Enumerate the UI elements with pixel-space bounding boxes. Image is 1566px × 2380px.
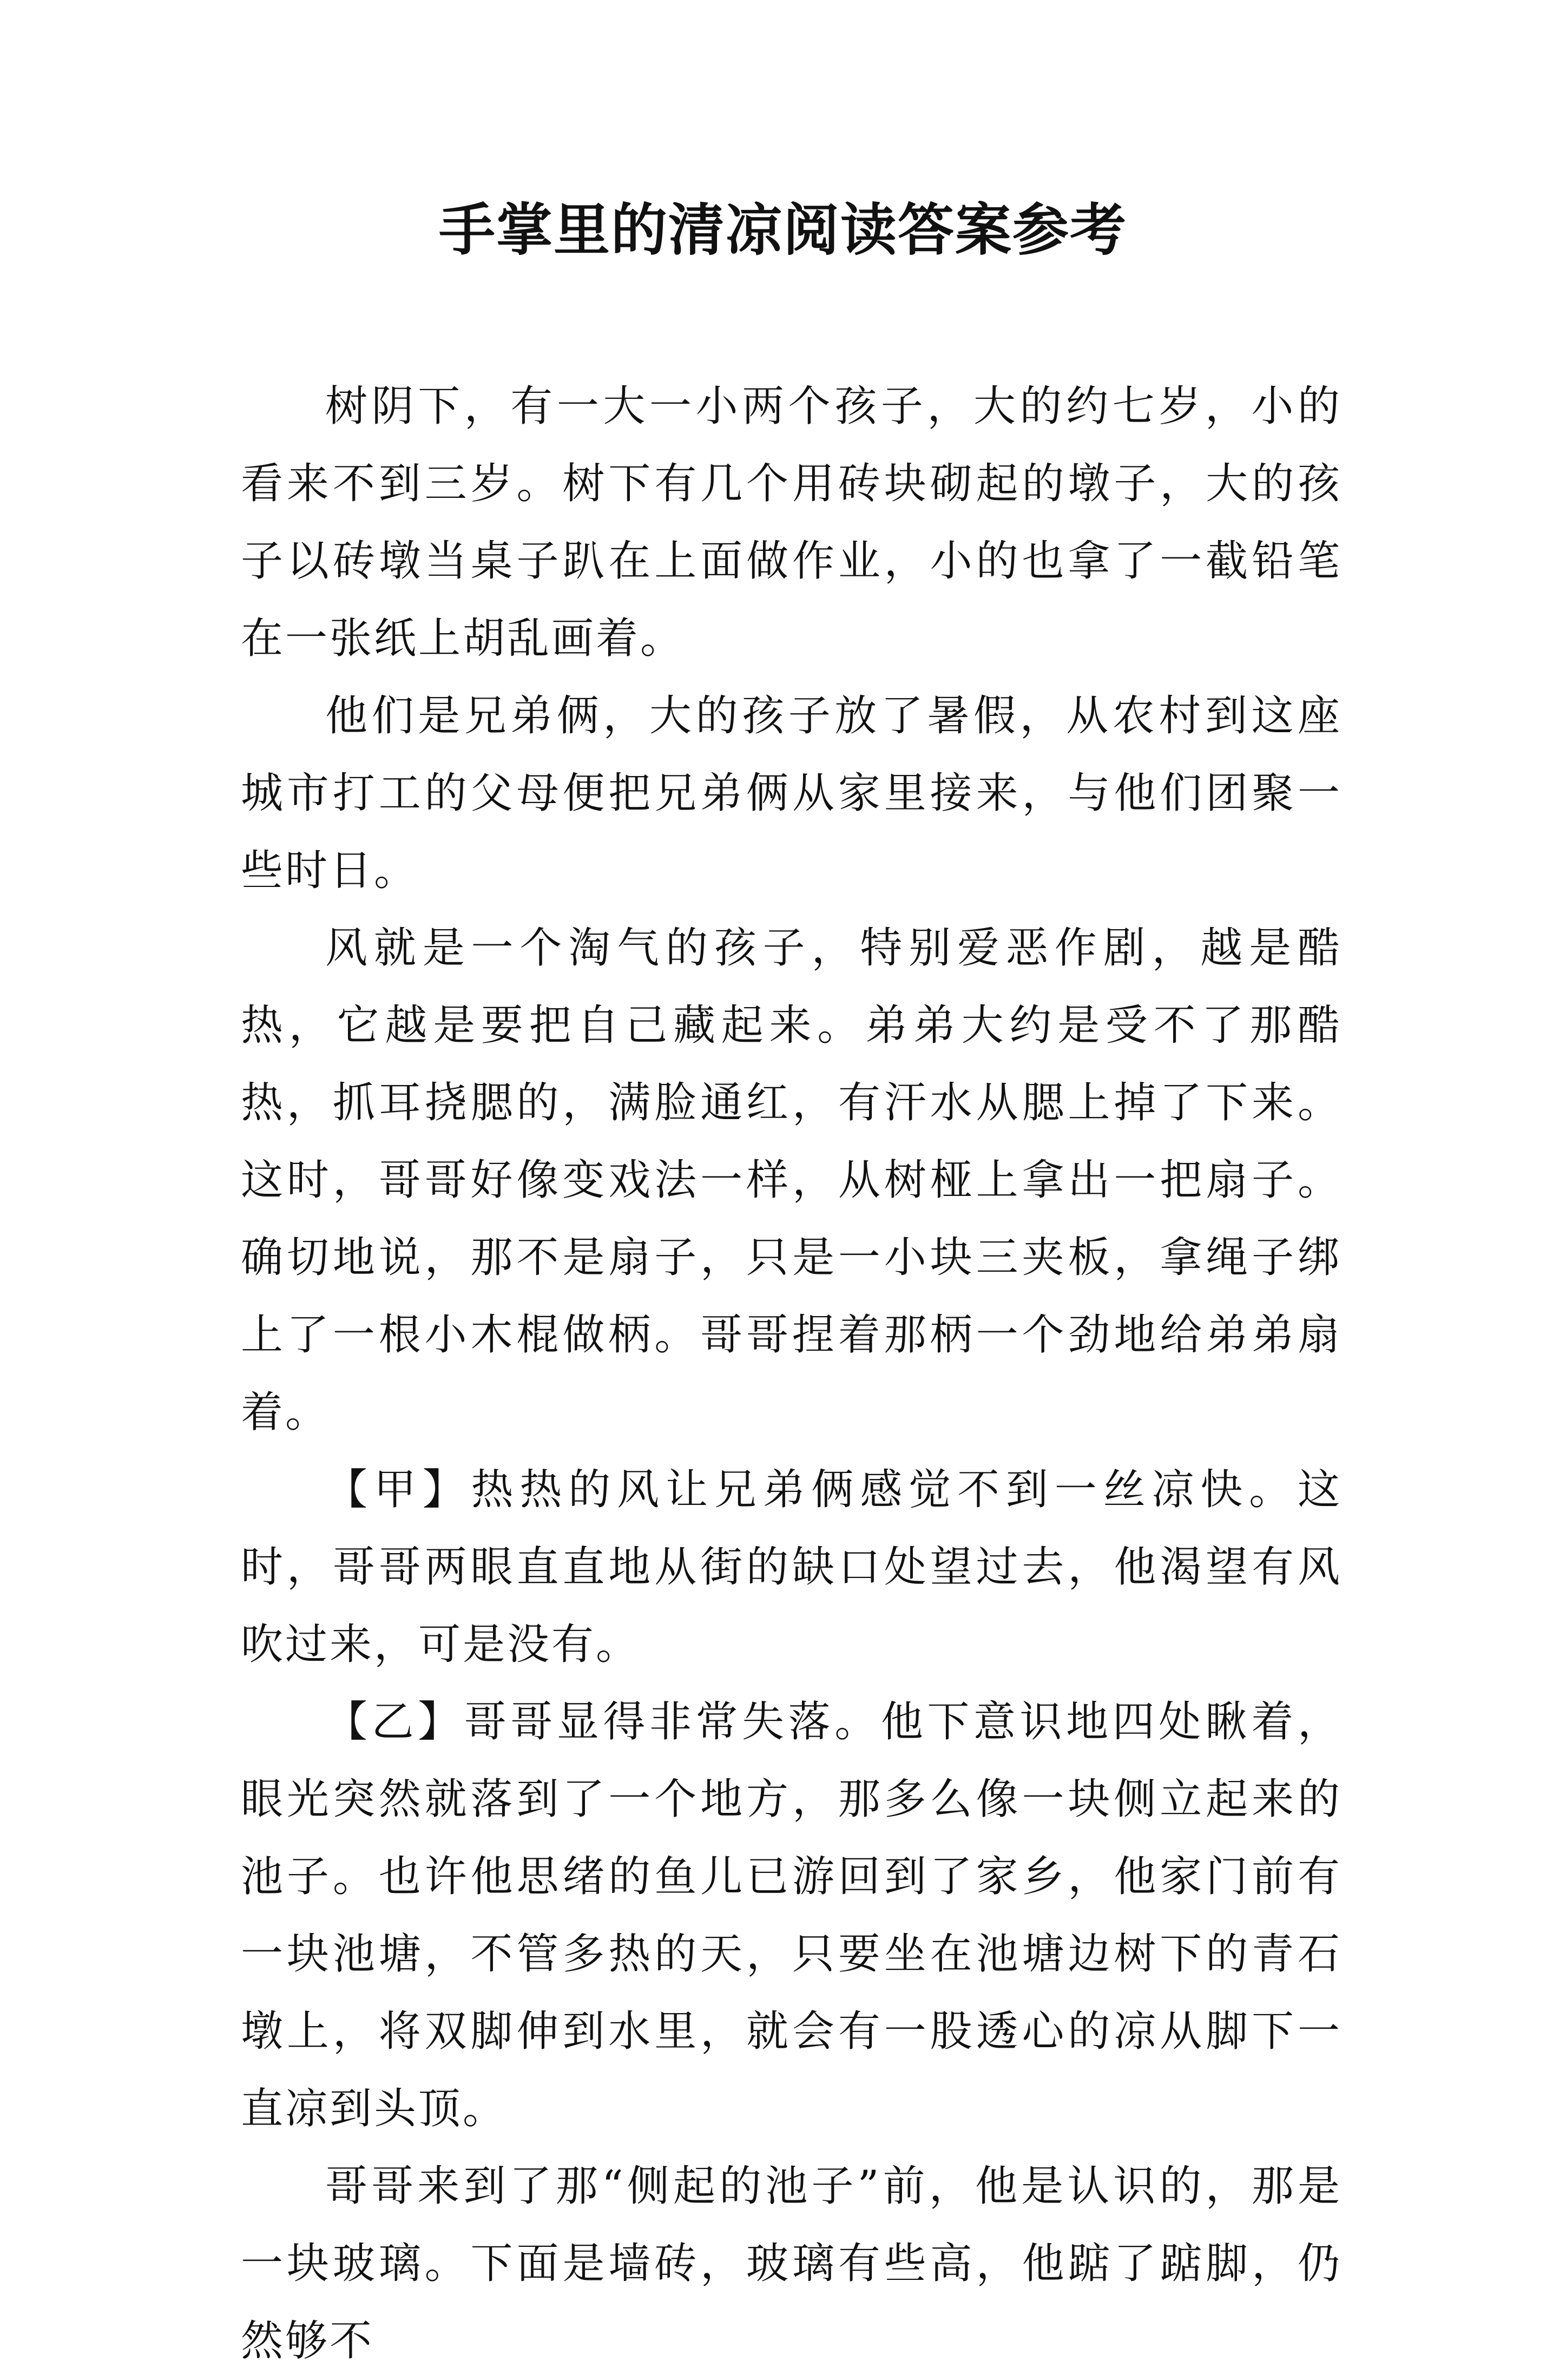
paragraph-4: 【甲】热热的风让兄弟俩感觉不到一丝凉快。这时，哥哥两眼直直地从街的缺口处望过去，他渴望有风吹过来，可是没有。	[241, 1465, 1342, 1669]
paragraph-6: 哥哥来到了那“侧起的池子”前，他是认识的，那是一块玻璃。下面是墙砖，玻璃有些高，他踮了踮脚，仍然够不	[241, 2162, 1342, 2365]
paragraph-3: 风就是一个淘气的孩子，特别爱恶作剧，越是酷热，它越是要把自己藏起来。弟弟大约是受不了那酷热，抓耳挠腮的，满脸通红，有汗水从腮上掉了下来。这时，哥哥好像变戏法一样，从树桠上拿出一把扇子。确切地说，那不是扇子，只是一小块三夹板，拿绳子绑上了一根小木棍做柄。哥哥捏着那柄一个劲地给弟弟扇着。	[241, 924, 1342, 1437]
document-body	[241, 368, 1342, 2380]
document-title: 手掌里的清凉阅读答案参考	[438, 197, 1127, 263]
paragraph-2: 他们是兄弟俩，大的孩子放了暑假，从农村到这座城市打工的父母便把兄弟俩从家里接来，与他们团聚一些时日。	[241, 692, 1342, 895]
paragraph-5: 【乙】哥哥显得非常失落。他下意识地四处瞅着，眼光突然就落到了一个地方，那多么像一块侧立起来的池子。也许他思绪的鱼儿已游回到了家乡，他家门前有一块池塘，不管多热的天，只要坐在池塘边树下的青石墩上，将双脚伸到水里，就会有一股透心的凉从脚下一直凉到头顶。	[241, 1698, 1342, 2133]
paragraph-1: 树阴下，有一大一小两个孩子，大的约七岁，小的看来不到三岁。树下有几个用砖块砌起的墩子，大的孩子以砖墩当桌子趴在上面做作业，小的也拿了一截铅笔在一张纸上胡乱画着。	[241, 382, 1342, 663]
